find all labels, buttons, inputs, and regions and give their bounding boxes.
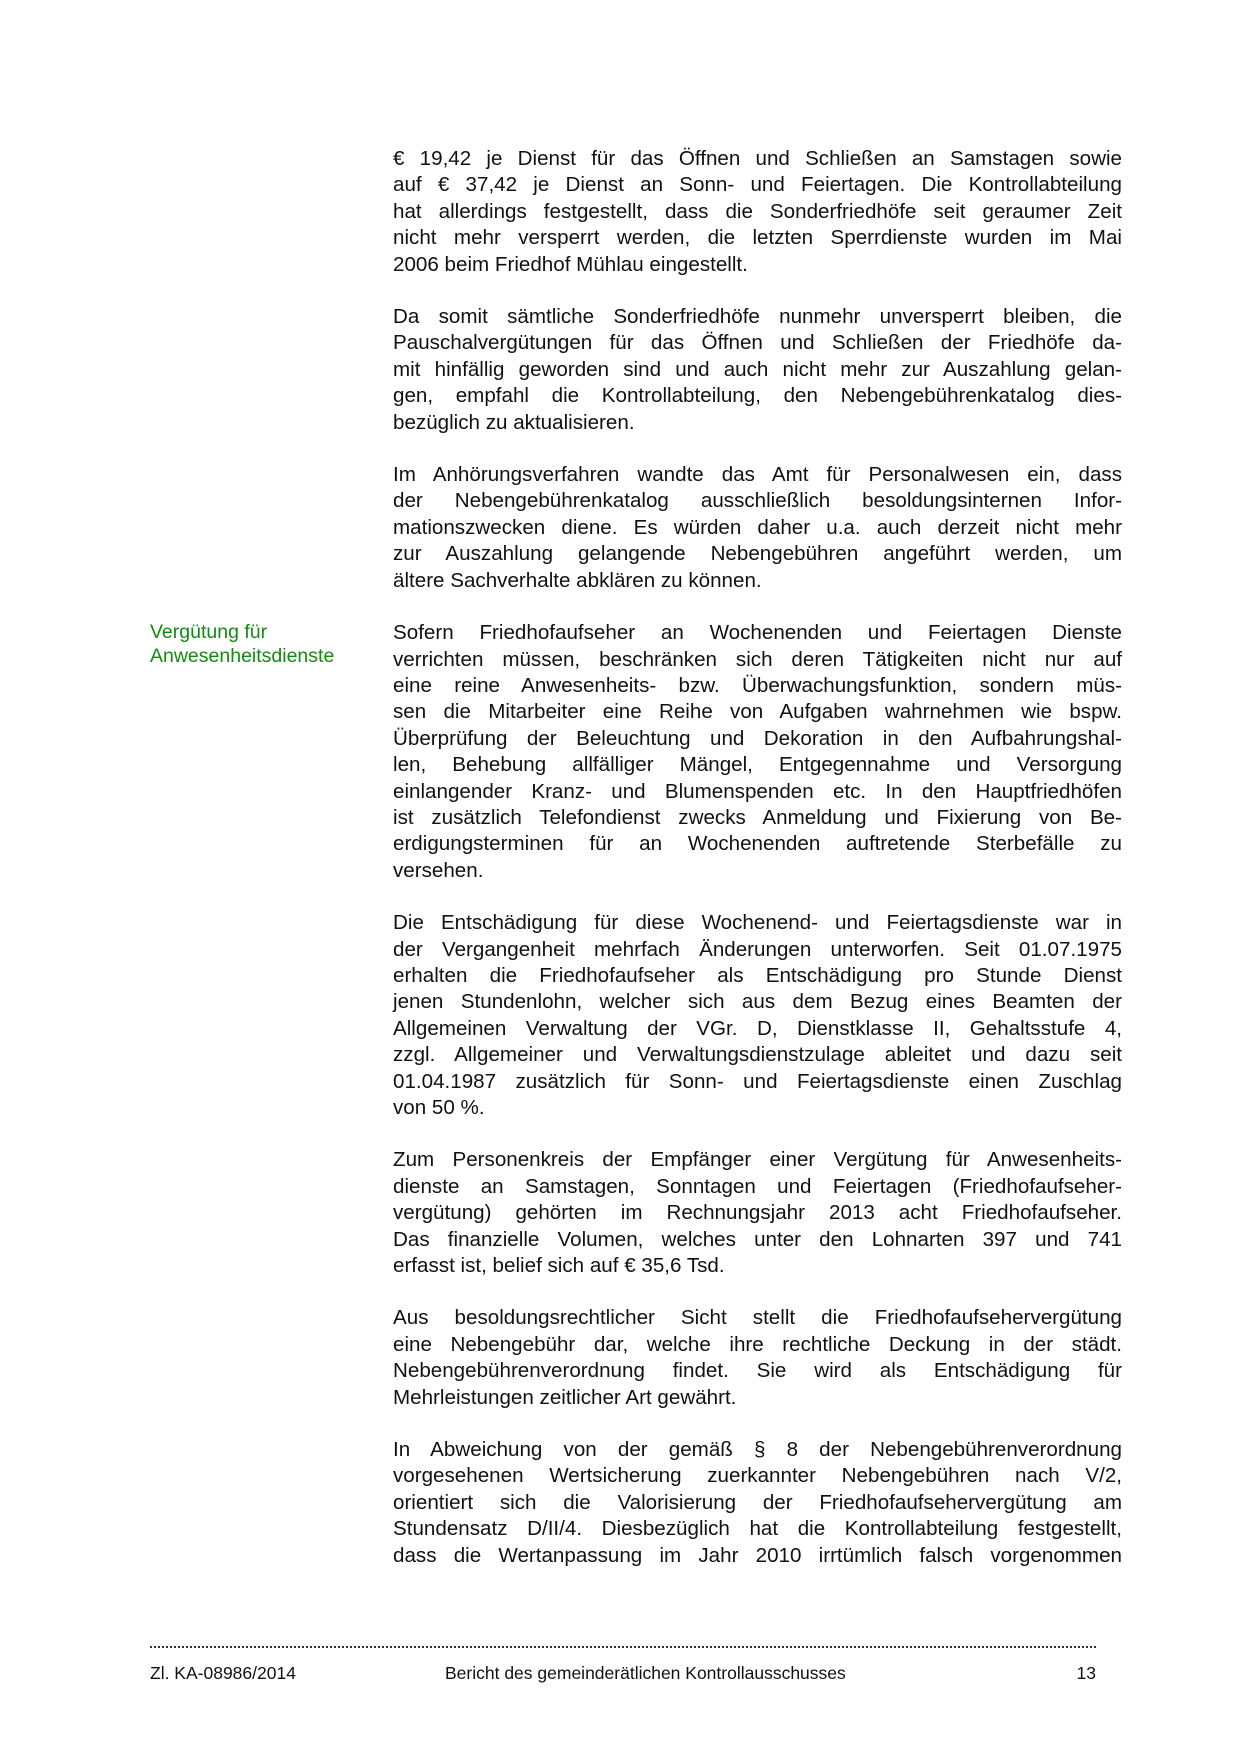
text-line: Stundensatz D/II/4. Diesbezüglich hat die Kontrollabteilung festgestellt, <box>393 1517 1122 1541</box>
text-line: Nebengebührenverordnung findet. Sie wird als Entschädigung für <box>393 1359 1122 1383</box>
text-line: hat allerdings festgestellt, dass die Sonderfriedhöfe seit geraumer Zeit <box>393 199 1122 223</box>
text-line: vergütung) gehörten im Rechnungsjahr 2013 acht Friedhofaufseher. <box>393 1201 1122 1225</box>
text-line: erfasst ist, belief sich auf € 35,6 Tsd. <box>393 1254 725 1278</box>
text-line: In Abweichung von der gemäß § 8 der Nebengebührenverordnung <box>393 1438 1122 1462</box>
text-line: Allgemeinen Verwaltung der VGr. D, Dienstklasse II, Gehaltsstufe 4, <box>393 1016 1122 1040</box>
text-line: Da somit sämtliche Sonderfriedhöfe nunmehr unversperrt bleiben, die <box>393 305 1122 329</box>
margin-note-line-1: Vergütung für <box>150 621 268 643</box>
footer-reference: Zl. KA-08986/2014 <box>150 1663 296 1683</box>
text-line: vorgesehenen Wertsicherung zuerkannter Nebengebühren nach V/2, <box>393 1464 1122 1488</box>
margin-note <box>150 620 380 668</box>
paragraph-5 <box>393 910 1122 1121</box>
paragraph-1 <box>393 146 1122 278</box>
text-line: Zum Personenkreis der Empfänger einer Vergütung für Anwesenheits- <box>393 1148 1122 1172</box>
text-line: erhalten die Friedhofaufseher als Entschädigung pro Stunde Dienst <box>393 963 1122 987</box>
paragraph-6 <box>393 1147 1122 1279</box>
text-line: verrichten müssen, beschränken sich deren Tätigkeiten nicht nur auf <box>393 647 1122 671</box>
text-line: Die Entschädigung für diese Wochenend- und Feiertagsdienste war in <box>393 911 1122 935</box>
text-line: zzgl. Allgemeiner und Verwaltungsdienstzulage ableitet und dazu seit <box>393 1043 1122 1067</box>
text-line: nicht mehr versperrt werden, die letzten Sperrdienste wurden im Mai <box>393 226 1122 250</box>
text-line: mit hinfällig geworden sind und auch nicht mehr zur Auszahlung gelan- <box>393 357 1122 381</box>
text-line: eine reine Anwesenheits- bzw. Überwachungsfunktion, sondern müs- <box>393 673 1122 697</box>
paragraph-2 <box>393 304 1122 436</box>
text-line: mationszwecken diene. Es würden daher u.a. auch derzeit nicht mehr <box>393 515 1122 539</box>
text-line: ältere Sachverhalte abklären zu können. <box>393 568 762 592</box>
text-line: gen, empfahl die Kontrollabteilung, den Nebengebührenkatalog dies- <box>393 384 1122 408</box>
margin-note-line-2: Anwesenheitsdienste <box>150 645 335 667</box>
text-line: 01.04.1987 zusätzlich für Sonn- und Feiertagsdienste einen Zuschlag <box>393 1069 1122 1093</box>
text-line: einlangender Kranz- und Blumenspenden etc. In den Hauptfriedhöfen <box>393 779 1122 803</box>
text-line: versehen. <box>393 858 484 882</box>
paragraph-3 <box>393 462 1122 594</box>
text-line: Aus besoldungsrechtlicher Sicht stellt die Friedhofaufsehervergütung <box>393 1306 1122 1330</box>
text-line: Pauschalvergütungen für das Öffnen und Schließen der Friedhöfe da- <box>393 331 1122 355</box>
page-number: 13 <box>1076 1663 1096 1683</box>
text-line: Mehrleistungen zeitlicher Art gewährt. <box>393 1385 737 1409</box>
text-line: 2006 beim Friedhof Mühlau eingestellt. <box>393 252 748 276</box>
text-line: dienste an Samstagen, Sonntagen und Feiertagen (Friedhofaufseher- <box>393 1174 1122 1198</box>
text-line: Sofern Friedhofaufseher an Wochenenden und Feiertagen Dienste <box>393 621 1122 645</box>
text-line: ist zusätzlich Telefondienst zwecks Anmeldung und Fixierung von Be- <box>393 805 1122 829</box>
text-line: len, Behebung allfälliger Mängel, Entgegennahme und Versorgung <box>393 753 1122 777</box>
text-line: dass die Wertanpassung im Jahr 2010 irrtümlich falsch vorgenommen <box>393 1543 1122 1567</box>
text-line: der Nebengebührenkatalog ausschließlich besoldungsinternen Infor- <box>393 489 1122 513</box>
text-line: Im Anhörungsverfahren wandte das Amt für Personalwesen ein, dass <box>393 463 1122 487</box>
text-line: Überprüfung der Beleuchtung und Dekoration in den Aufbahrungshal- <box>393 726 1122 750</box>
paragraph-4 <box>393 620 1122 884</box>
text-line: von 50 %. <box>393 1096 485 1119</box>
paragraph-7 <box>393 1305 1122 1411</box>
text-line: zur Auszahlung gelangende Nebengebühren angeführt werden, um <box>393 542 1122 566</box>
text-line: erdigungsterminen für an Wochenenden auftretende Sterbefälle zu <box>393 832 1122 856</box>
text-line: sen die Mitarbeiter eine Reihe von Aufgaben wahrnehmen wie bspw. <box>393 700 1122 724</box>
text-line: Das finanzielle Volumen, welches unter den Lohnarten 397 und 741 <box>393 1227 1122 1251</box>
paragraph-8 <box>393 1437 1122 1569</box>
page-footer <box>150 1663 1096 1689</box>
text-line: eine Nebengebühr dar, welche ihre rechtliche Deckung in der städt. <box>393 1332 1122 1356</box>
text-line: orientiert sich die Valorisierung der Friedhofaufsehervergütung am <box>393 1490 1122 1514</box>
main-text-column <box>393 146 1122 1595</box>
text-line: € 19,42 je Dienst für das Öffnen und Schließen an Samstagen sowie <box>393 147 1122 170</box>
text-line: bezüglich zu aktualisieren. <box>393 410 635 434</box>
text-line: auf € 37,42 je Dienst an Sonn- und Feiertagen. Die Kontrollabteilung <box>393 173 1122 197</box>
footer-title: Bericht des gemeinderätlichen Kontrollausschusses <box>445 1663 846 1683</box>
footer-dotted-rule <box>150 1642 1096 1648</box>
text-line: der Vergangenheit mehrfach Änderungen unterworfen. Seit 01.07.1975 <box>393 937 1122 961</box>
text-line: jenen Stundenlohn, welcher sich aus dem Bezug eines Beamten der <box>393 990 1122 1014</box>
